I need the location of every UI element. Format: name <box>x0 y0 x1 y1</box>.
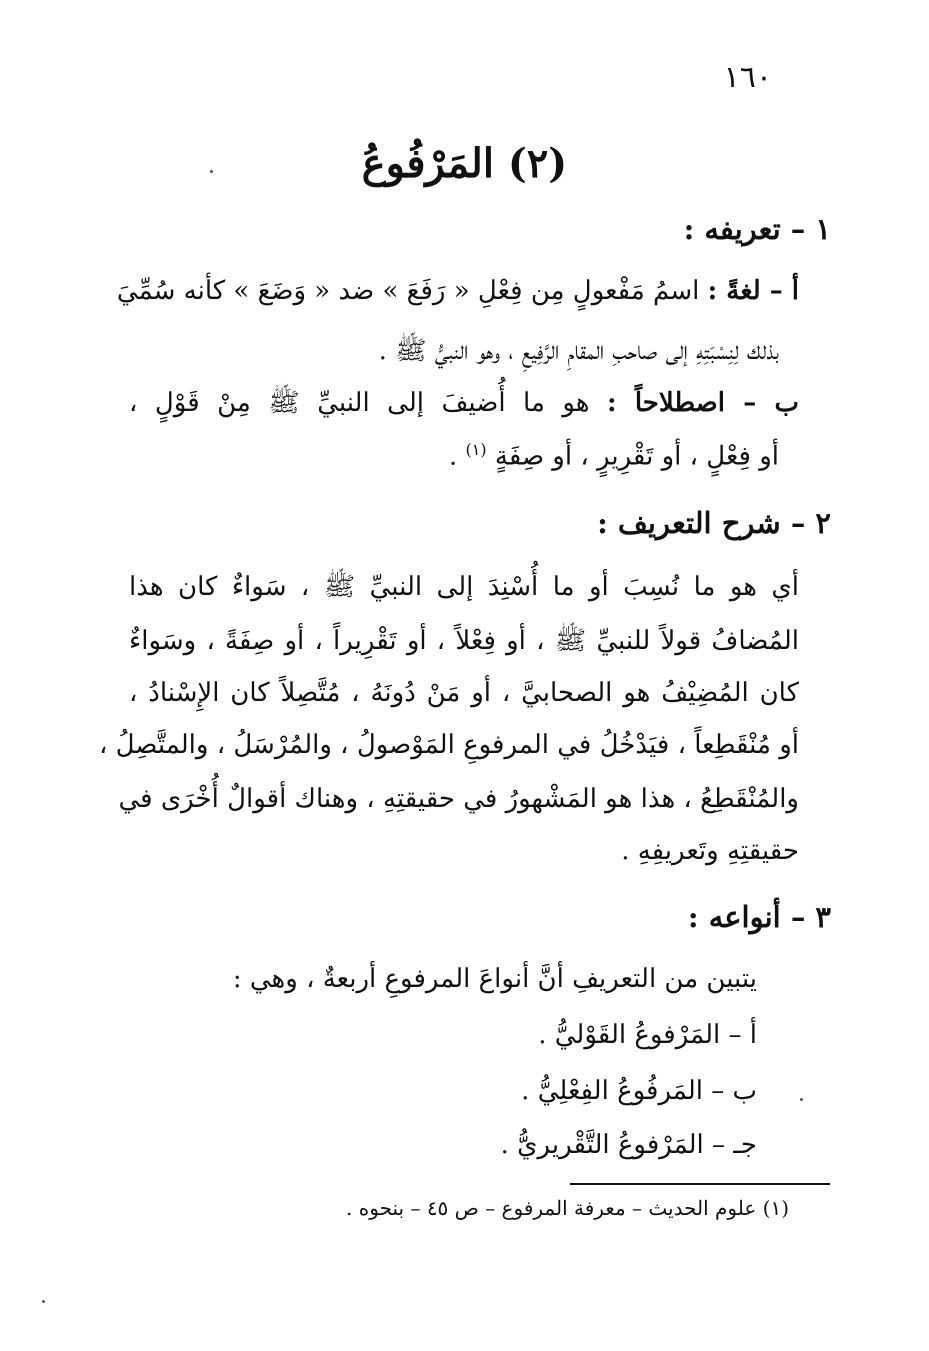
list-item: جـ – المَرْفوعُ التَّقْريريُّ . <box>500 1130 757 1160</box>
list-item: ب – المَرفُوعُ الفِعْلِيُّ . <box>521 1076 757 1106</box>
definition-linguistic-line-2: بذلك لِنِسْبَتِهِ إلى صاحبِ المقامِ الرَّفِيعِ ، وهو النبيُّ ﷺ . <box>378 336 779 366</box>
footnote-text: (١) علوم الحديث – معرفة المرفوع – ص ٤٥ – بنحوه . <box>346 1196 789 1220</box>
explanation-line-6: حقيقتِهِ وتَعريفِهِ . <box>621 836 799 866</box>
definition-technical-end: . <box>448 441 458 472</box>
page-number: ١٦٠ <box>723 60 772 95</box>
definition-technical-text-2: أو فِعْلٍ ، أو تَقْرِيرٍ ، أو صِفَةٍ <box>494 441 779 472</box>
section-1-heading: ١ – تعريفه : <box>683 212 831 246</box>
definition-linguistic-line-1 <box>116 276 799 306</box>
explanation-line-5: والمُنْقَطِعُ ، هذا هو المَشْهورُ في حقيقتِهِ ، وهناك أقوالٌ أُخْرَى في <box>118 784 799 814</box>
definition-technical-label: ب – اصطلاحاً : <box>606 388 799 418</box>
scan-speck <box>210 170 213 173</box>
footnote-separator <box>570 1183 830 1185</box>
explanation-line-1: أي هو ما نُسِبَ أو ما أُسْنِدَ إلى النبيِّ ﷺ ، سَواءٌ كان هذا <box>129 572 799 602</box>
types-intro: يتبين من التعريفِ أنَّ أنواعَ المرفوعِ أربعةٌ ، وهي : <box>232 964 757 994</box>
scan-speck <box>800 1098 803 1101</box>
footnote-marker: (١) <box>465 440 487 459</box>
section-3-heading: ٣ – أنواعه : <box>687 900 831 934</box>
explanation-line-2: المُضافُ قولاً للنبيِّ ﷺ ، أو فِعْلاً ، أو تَقْرِيراً ، أو صِفَةً ، وسَواءٌ <box>129 626 799 656</box>
definition-linguistic-text: اسمُ مَفْعولٍ مِن فِعْلِ « رَفَعَ » ضد « وَضَعَ » كأنه سُمِّيَ <box>116 276 700 306</box>
section-2-heading: ٢ – شرح التعريف : <box>597 506 831 540</box>
definition-technical-text: هو ما أُضيفَ إلى النبيِّ ﷺ مِنْ قَوْلٍ ، <box>129 388 590 418</box>
list-item: أ – المَرْفوعُ القَوْليُّ . <box>538 1020 757 1050</box>
explanation-line-4: أو مُنْقَطِعاً ، فيَدْخُلُ في المرفوعِ المَوْصولُ ، والمُرْسَلُ ، والمتَّصِلُ ، <box>98 730 799 760</box>
definition-linguistic-label: أ – لغةً : <box>707 276 799 306</box>
definition-technical-line-2 <box>449 440 779 472</box>
explanation-line-3: كان المُضِيْفُ هو الصحابيَّ ، أو مَنْ دُونَهُ ، مُتَّصِلاً كان الإِسْنادُ ، <box>129 678 799 708</box>
scan-speck <box>42 1300 45 1303</box>
definition-technical-line-1 <box>129 386 799 424</box>
chapter-title: (٢) المَرْفُوعُ <box>361 140 568 187</box>
